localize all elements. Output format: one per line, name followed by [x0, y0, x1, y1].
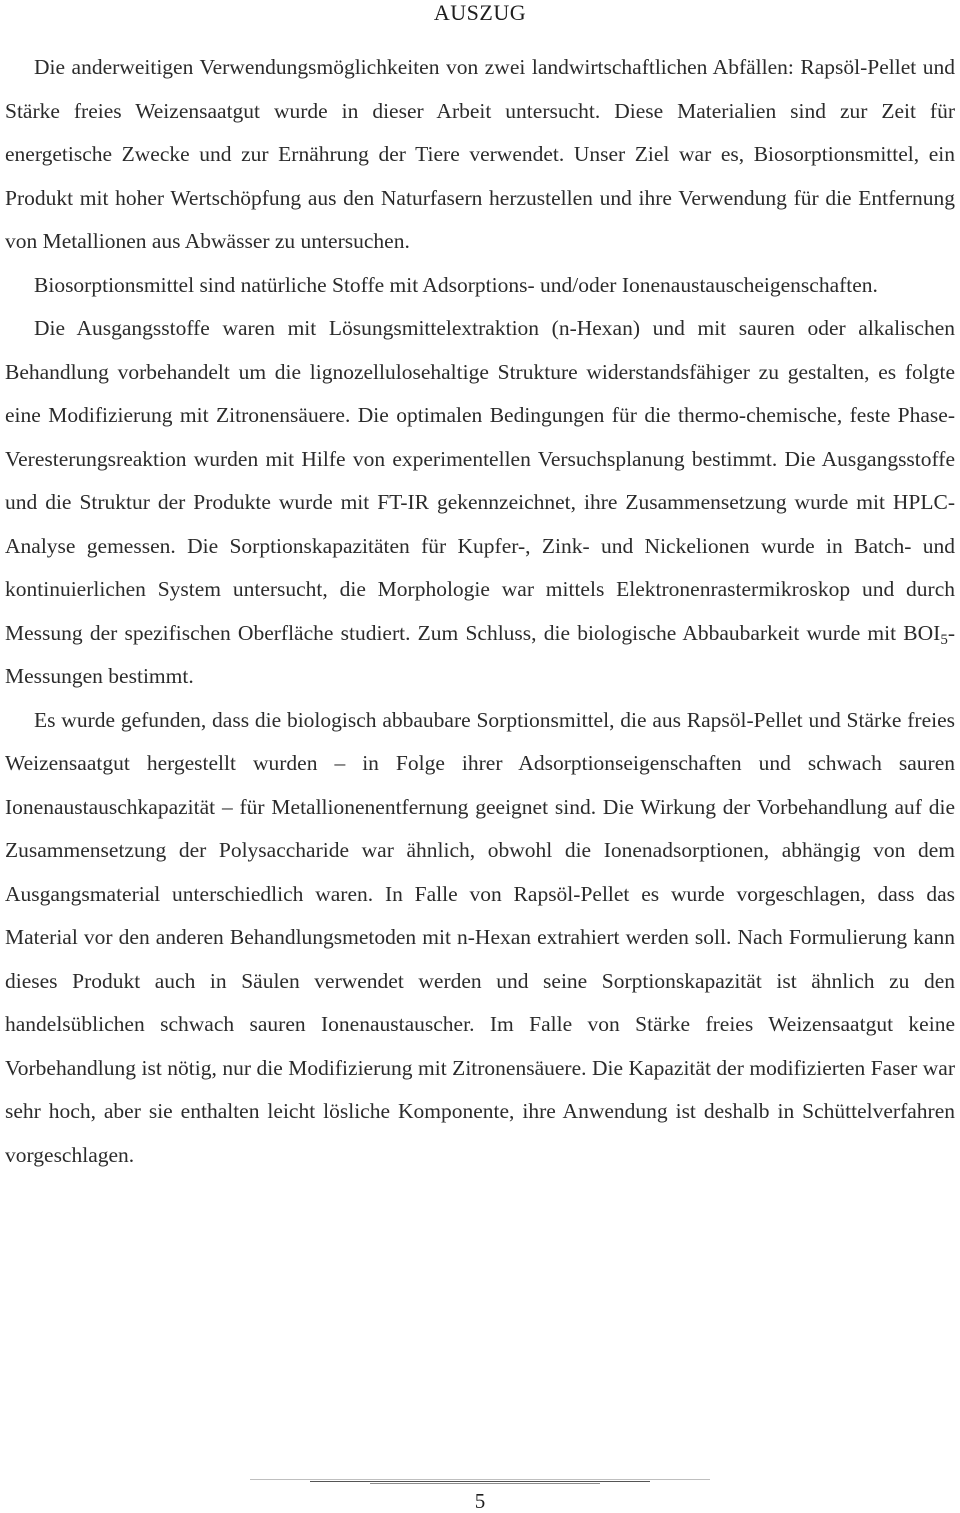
footer-rule-dark [310, 1481, 650, 1482]
paragraph-intro: Die anderweitigen Verwendungsmöglichkeiten von zwei landwirtschaftlichen Abfällen: Rapsöl-Pellet und Stärke freies Weizensaatgut wurde in dieser Arbeit untersucht. Diese Materialien sind zur Zeit für energetische Zwecke und zur Ernährung der Tiere verwendet. Unser Ziel war es, Biosorptionsmittel, ein Produkt mit hoher Wertschöpfung aus den Naturfasern herzustellen und ihre Verwendung für die Entfernung von Metallionen aus Abwässer zu untersuchen. [5, 55, 955, 253]
paragraph-definition: Biosorptionsmittel sind natürliche Stoffe mit Adsorptions- und/oder Ionenaustauscheigenschaften. [34, 272, 878, 297]
bod-subscript: 5 [940, 631, 948, 648]
page-number: 5 [474, 1489, 486, 1513]
footer-rule-light [250, 1479, 710, 1480]
page-heading: AUSZUG [433, 0, 527, 25]
paragraph-methods-tail: -Messungen bestimmt. [5, 620, 955, 688]
paragraph-results: Es wurde gefunden, dass die biologisch abbaubare Sorptionsmittel, die aus Rapsöl-Pellet und Stärke freies Weizensaatgut hergestellt wurden – in Folge ihrer Adsorptionseigenschaften und schwach sauren Ionenaustauschkapazität – für Metallionenentfernung geeignet sind. Die Wirkung der Vorbehandlung auf die Zusammensetzung der Polysaccharide war ähnlich, obwohl die Ionenadsorptionen, abhängig von dem Ausgangsmaterial unterschiedlich waren. In Falle von Rapsöl-Pellet es wurde vorgeschlagen, dass das Material vor den anderen Behandlungsmetoden mit n-Hexan extrahiert werden soll. Nach Formulierung kann dieses Produkt auch in Säulen verwendet werden und seine Sorptionskapazität ist ähnlich zu den handelsüblichen schwach sauren Ionenaustauscher. Im Falle von Stärke freies Weizensaatgut keine Vorbehandlung ist nötig, nur die Modifizierung mit Zitronensäuere. Die Kapazität der modifizierten Faser war sehr hoch, aber sie enthalten leicht lösliche Komponente, ihre Anwendung ist deshalb in Schüttelverfahren vorgeschlagen. [5, 707, 955, 1167]
paragraph-methods [5, 307, 955, 699]
document-body [5, 46, 955, 1177]
footer-rule-mid [370, 1483, 600, 1484]
paragraph-methods-text: Die Ausgangsstoffe waren mit Lösungsmittelextraktion (n-Hexan) und mit sauren oder alkalischen Behandlung vorbehandelt um die lignozellulosehaltige Strukture widerstandsfähiger zu gestalten, es folgte eine Modifizierung mit Zitronensäuere. Die optimalen Bedingungen für die thermo-chemische, feste Phase-Veresterungsreaktion wurden mit Hilfe von experimentellen Versuchsplanung bestimmt. Die Ausgangsstoffe und die Struktur der Produkte wurde mit FT-IR gekennzeichnet, ihre Zusammensetzung wurde mit HPLC-Analyse gemessen. Die Sorptionskapazitäten für Kupfer-, Zink- und Nickelionen wurde in Batch- und kontinuierlichen System untersucht, die Morphologie war mittels Elektronenrastermikroskop und durch Messung der spezifischen Oberfläche studiert. Zum Schluss, die biologische Abbaubarkeit wurde mit BOI [5, 316, 955, 645]
